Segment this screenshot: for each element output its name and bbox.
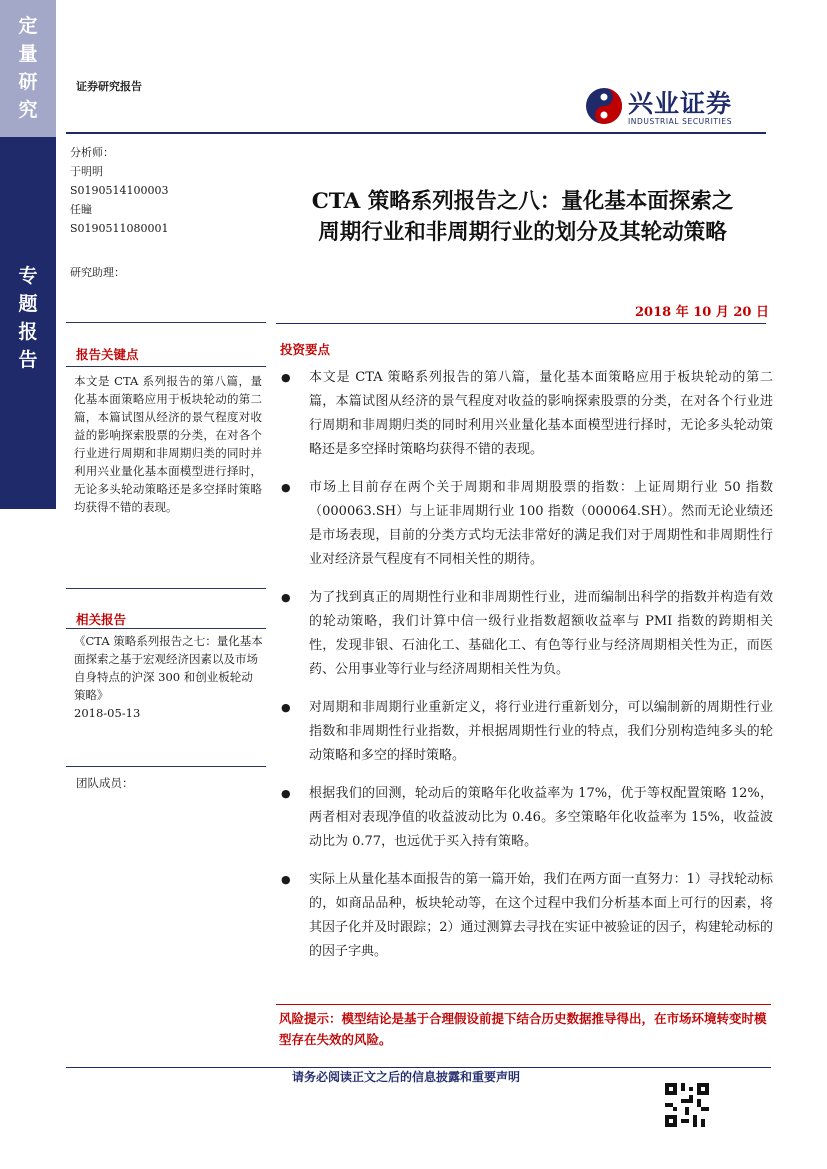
investment-points-list xyxy=(281,366,773,978)
sidebar-label-special-report: 专 题 报 告 xyxy=(18,265,38,371)
report-title xyxy=(275,186,770,248)
sidebar-bottom-band xyxy=(0,509,56,1169)
list-item: ● 对周期和非周期行业重新定义，将行业进行重新划分，可以编制新的周期性行业指数和非周期性行业指数，并根据周期性行业的特点，我们分别构造纯多头的轮动策略和多空的择时策略。 xyxy=(281,696,773,768)
logo-mark-icon xyxy=(584,86,624,126)
sidebar-label-quant-research: 定 量 研 究 xyxy=(18,15,38,121)
list-item: ● 实际上从量化基本面报告的第一篇开始，我们在两方面一直努力：1）寻找轮动标的，如商品品种，板块轮动等，在这个过程中我们分析基本面上可行的因素，将其因子化并及时跟踪；2）通过测算去寻找在实证中被验证的因子，构建轮动标的的因子字典。 xyxy=(281,868,773,964)
analyst-block xyxy=(70,143,266,238)
list-item: ● 根据我们的回测，轮动后的策略年化收益率为 17%，优于等权配置策略 12%，两者相对表现净值的收益波动比为 0.46。多空策略年化收益率为 15%，收益波动比为 0.77，也远优于买入持有策略。 xyxy=(281,782,773,854)
key-points-heading: 报告关键点 xyxy=(76,347,139,362)
company-logo xyxy=(584,86,774,130)
report-type-label: 证券研究报告 xyxy=(76,80,142,93)
team-members-label: 团队成员： xyxy=(76,776,134,790)
header-divider xyxy=(66,132,766,134)
qr-code-icon xyxy=(665,1083,709,1127)
key-points-body: 本文是 CTA 系列报告的第八篇，量化基本面策略应用于板块轮动的第二篇，本篇试图从经济的景气程度对收益的影响探索股票的分类，在对各个行业进行周期和非周期归类的同时并利用兴业量化基本面模型进行择时，无论多头轮动策略还是多空择时策略均获得不错的表现。 xyxy=(74,374,262,514)
investment-points-heading: 投资要点 xyxy=(280,342,331,357)
list-item: ● 本文是 CTA 策略系列报告的第八篇，量化基本面策略应用于板块轮动的第二篇，本篇试图从经济的景气程度对收益的影响探索股票的分类，在对各个行业进行周期和非周期归类的同时利用兴业量化基本面模型进行择时，无论多头轮动策略还是多空择时策略均获得不错的表现。 xyxy=(281,366,773,462)
analyst-name: 任瞳 xyxy=(70,203,92,216)
risk-divider xyxy=(276,1004,771,1005)
left-divider xyxy=(66,322,266,323)
left-divider xyxy=(66,766,266,767)
analyst-id: S0190514100003 xyxy=(70,184,169,197)
left-divider xyxy=(66,588,266,589)
report-title-line: CTA 策略系列报告之八：量化基本面探索之 xyxy=(311,189,734,214)
disclaimer-notice[interactable]: 请务必阅读正文之后的信息披露和重要声明 xyxy=(292,1070,521,1084)
date-divider xyxy=(276,323,766,324)
related-report-title: 《CTA 策略系列报告之七：量化基本面探索之基于宏观经济因素以及市场自身特点的沪深 300 和创业板轮动策略》 xyxy=(74,634,263,702)
analyst-id: S0190511080001 xyxy=(70,222,169,235)
analyst-label: 分析师： xyxy=(70,146,114,159)
related-report-item[interactable] xyxy=(74,632,264,722)
logo-text-en: INDUSTRIAL SECURITIES xyxy=(628,117,733,126)
left-divider xyxy=(66,366,266,367)
analyst-name: 于明明 xyxy=(70,165,103,178)
related-report-date: 2018-05-13 xyxy=(74,706,141,720)
risk-warning: 风险提示：模型结论是基于合理假设前提下结合历史数据推导得出，在市场环境转变时模型存在失效的风险。 xyxy=(279,1011,767,1047)
research-assistant-label: 研究助理： xyxy=(70,266,125,279)
logo-text-cn: 兴业证券 xyxy=(628,89,733,118)
report-date: 2018 年 10 月 20 日 xyxy=(635,305,769,320)
related-reports-heading: 相关报告 xyxy=(76,612,127,627)
list-item: ● 市场上目前存在两个关于周期和非周期股票的指数：上证周期行业 50 指数（000063.SH）与上证非周期行业 100 指数（000064.SH）。然而无论业绩还是市场表现，目前的分类方式均无法非常好的满足我们对于周期性和非周期性行业对经济景气程度有不同相关性的期待。 xyxy=(281,476,773,572)
list-item: ● 为了找到真正的周期性行业和非周期性行业，进而编制出科学的指数并构造有效的轮动策略，我们计算中信一级行业指数超额收益率与 PMI 指数的跨期相关性，发现非银、石油化工、基础化工、有色等行业与经济周期相关性为正，而医药、公用事业等行业与经济周期相关性为负。 xyxy=(281,586,773,682)
report-title-line: 周期行业和非周期行业的划分及其轮动策略 xyxy=(318,220,727,245)
left-divider xyxy=(66,628,266,629)
